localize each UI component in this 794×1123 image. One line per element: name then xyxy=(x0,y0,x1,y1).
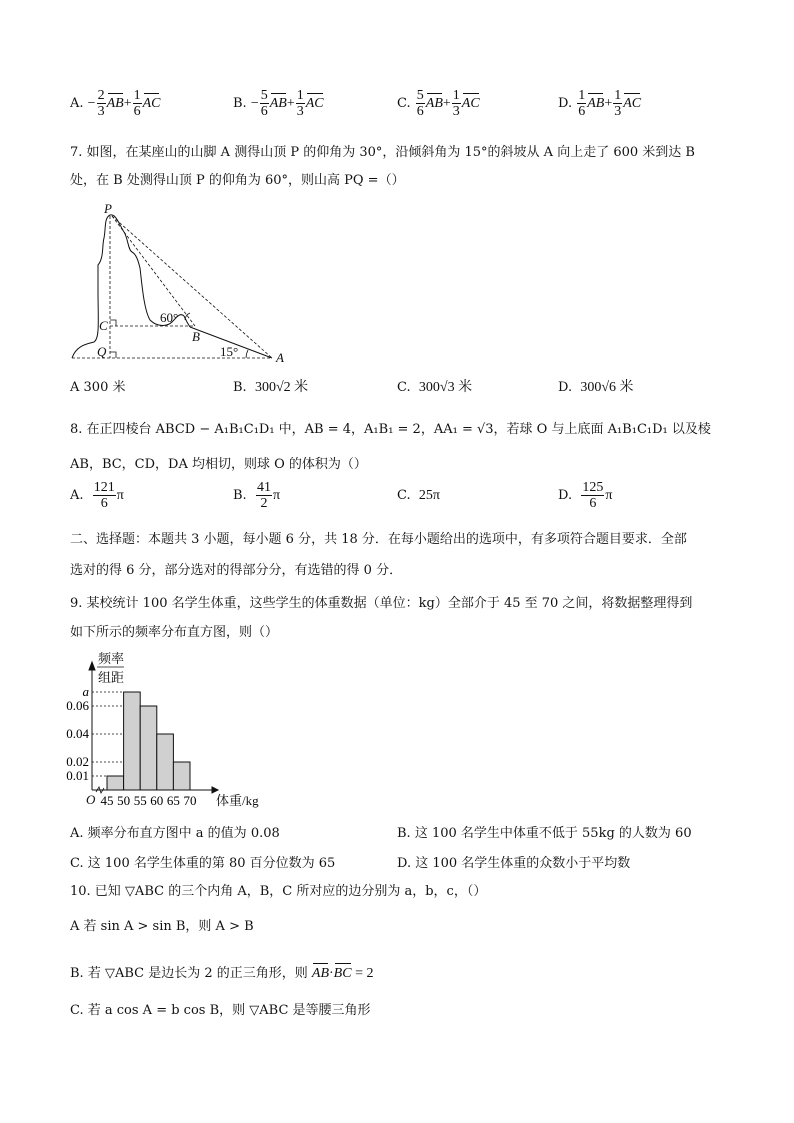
vector: AC xyxy=(461,96,480,111)
x-tick-label: 50 xyxy=(117,793,131,808)
q10-option-c[interactable]: C. 若 a cos A = b cos B，则 ▽ABC 是等腰三角形 xyxy=(70,1003,371,1018)
q8-option-b[interactable]: B. $\frac{41}{2}$ π xyxy=(233,480,281,511)
vector: BC xyxy=(333,966,352,981)
y-label-top: 频率 xyxy=(98,651,125,666)
label-b: B xyxy=(192,329,200,344)
section2-line1: 二、选择题：本题共 3 小题，每小题 6 分，共 18 分．在每小题给出的选项中，有多项符合题目要求．全部 xyxy=(70,532,687,547)
q7-option-a[interactable]: A 300 米 xyxy=(70,380,126,395)
q8-stem-line1: 8. 在正四棱台 ABCD − A₁B₁C₁D₁ 中，AB = 4，A₁B₁ = 2，AA₁ = √3，若球 O 与上底面 A₁B₁C₁D₁ 以及棱 xyxy=(70,422,711,437)
fraction: $\frac{2}{3}$ xyxy=(97,88,105,119)
q9-option-d[interactable]: D. 这 100 名学生体重的众数小于平均数 xyxy=(397,856,631,871)
histogram-bar xyxy=(107,776,124,790)
vector: AB xyxy=(311,966,329,981)
q6-option-c[interactable]: C. $\frac{5}{6}$ AB+ $\frac{1}{3}$ AC xyxy=(397,88,480,119)
x-tick-label: 70 xyxy=(183,793,197,808)
y-label-bottom: 组距 xyxy=(98,670,125,685)
vector: AB xyxy=(425,96,443,111)
q10-stem: 10. 已知 ▽ABC 的三个内角 A，B，C 所对应的边分别为 a，b，c，（） xyxy=(70,884,487,899)
label-q: Q xyxy=(97,344,107,359)
y-axis-arrow xyxy=(89,662,95,670)
vector: AC xyxy=(305,96,324,111)
histogram-bar xyxy=(157,734,174,790)
q10-option-b[interactable]: B. 若 ▽ABC 是边长为 2 的正三角形，则 AB·BC = 2 xyxy=(70,966,374,981)
q7-option-d[interactable]: D. 300√6 米 xyxy=(558,380,634,395)
label-angle-15: 15° xyxy=(220,344,239,359)
q6-option-d[interactable]: D. $\frac{1}{6}$ AB+ $\frac{1}{3}$ AC xyxy=(558,88,642,119)
x-tick-label: 65 xyxy=(166,793,180,808)
q9-stem-line2: 如下所示的频率分布直方图，则（） xyxy=(70,625,279,640)
option-label: D. xyxy=(558,96,573,111)
q8-option-a[interactable]: A. $\frac{121}{6}$ π xyxy=(70,480,124,511)
vector: AB xyxy=(269,96,287,111)
y-tick-label: a xyxy=(82,684,89,699)
q9-option-b[interactable]: B. 这 100 名学生中体重不低于 55kg 的人数为 60 xyxy=(397,826,692,841)
y-tick-label: 0.02 xyxy=(66,754,89,769)
vector: AC xyxy=(623,96,642,111)
q8-option-c[interactable]: C. 25π xyxy=(397,488,440,503)
x-axis-label: 体重/kg xyxy=(216,793,259,808)
option-label: B. xyxy=(233,96,247,111)
origin-label: O xyxy=(86,792,96,807)
y-tick-label: 0.01 xyxy=(66,768,89,783)
fraction: $\frac{1}{6}$ xyxy=(133,88,141,119)
label-angle-60: 60° xyxy=(160,310,179,325)
y-tick-label: 0.04 xyxy=(66,726,89,741)
sign: − xyxy=(87,96,96,111)
q7-option-c[interactable]: C. 300√3 米 xyxy=(397,380,473,395)
q8-option-d[interactable]: D. $\frac{125}{6}$ π xyxy=(558,480,613,511)
q8-stem-line2: AB，BC，CD，DA 均相切，则球 O 的体积为（） xyxy=(70,457,367,472)
label-a: A xyxy=(276,350,284,365)
x-tick-label: 55 xyxy=(133,793,147,808)
q7-option-b[interactable]: B. 300√2 米 xyxy=(233,380,309,395)
label-p: P xyxy=(104,201,112,216)
option-label: A. xyxy=(70,96,84,111)
vector: AB xyxy=(106,96,124,111)
vector: AB xyxy=(587,96,605,111)
q7-stem-line2: 处，在 B 处测得山顶 P 的仰角为 60°，则山高 PQ =（） xyxy=(70,173,405,188)
x-tick-label: 45 xyxy=(100,793,114,808)
q9-option-a[interactable]: A. 频率分布直方图中 a 的值为 0.08 xyxy=(70,826,280,841)
x-tick-label: 60 xyxy=(150,793,164,808)
y-tick-label: 0.06 xyxy=(66,698,89,713)
option-label: C. xyxy=(397,96,411,111)
label-c: C xyxy=(99,318,108,333)
section2-line2: 选对的得 6 分，部分选对的得部分分，有选错的得 0 分． xyxy=(70,563,403,578)
q9-option-c[interactable]: C. 这 100 名学生体重的第 80 百分位数为 65 xyxy=(70,856,336,871)
q7-stem-line1: 7. 如图，在某座山的山脚 A 测得山顶 P 的仰角为 30°，沿倾斜角为 15°的斜坡从 A 向上走了 600 米到达 B xyxy=(70,145,695,160)
q9-stem-line1: 9. 某校统计 100 名学生体重，这些学生的体重数据（单位：kg）全部介于 45 至 70 之间，将数据整理得到 xyxy=(70,596,693,611)
histogram-bar xyxy=(140,706,157,790)
q10-option-a[interactable]: A 若 sin A > sin B，则 A > B xyxy=(70,919,254,934)
q6-option-b[interactable]: B. − $\frac{5}{6}$ AB+ $\frac{1}{3}$ AC xyxy=(233,88,324,119)
vector: AC xyxy=(142,96,161,111)
histogram-bar xyxy=(173,762,190,790)
q6-option-a[interactable]: A. − $\frac{2}{3}$ AB+ $\frac{1}{6}$ AC xyxy=(70,88,161,119)
histogram-bar xyxy=(124,692,141,790)
